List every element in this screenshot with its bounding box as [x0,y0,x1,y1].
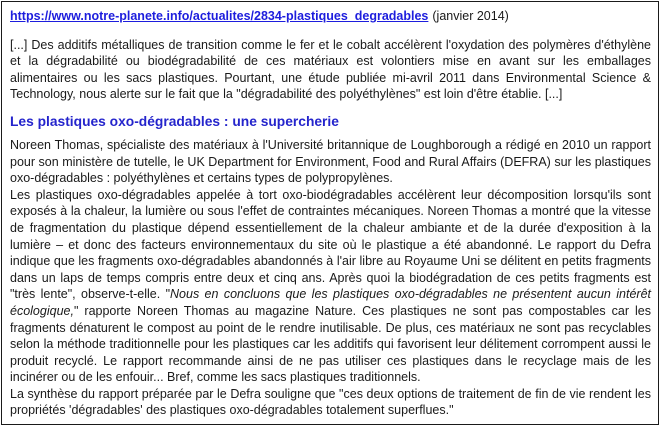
italic-quote-text: Nous en concluons que les plastiques oxo-dégradables ne présentent aucun intérêt écologique, [10,287,651,318]
body-paragraph-2 [10,187,651,386]
source-link[interactable]: https://www.notre-planete.info/actualites/2834-plastiques_degradables [10,9,429,23]
body-paragraph-3: La synthèse du rapport préparée par le Defra souligne que "ces deux options de traitement de fin de vie rendent les propriétés 'dégradables' des plastiques oxo-dégradables totalement superflues." [10,386,651,418]
section-heading: Les plastiques oxo-dégradables : une supercherie [10,113,339,129]
source-line [10,8,651,25]
article-box [1,1,659,425]
intro-paragraph: [...] Des additifs métalliques de transition comme le fer et le cobalt accélèrent l'oxydation des polymères d'éthylène et la dégradabilité ou biodégradabilité de ces matériaux est volontiers mise en avant sur les emballages alimentaires ou les sacs plastiques. Pourtant, une étude publiée mi-avril 2011 dans Environmental Science & Technology, nous alerte sur le fait que la "dégradabilité des polyéthylènes" est loin d'être établie. [...] [10,37,651,102]
quote-follow-text: " rapporte Noreen Thomas au magazine Nature. Ces plastiques ne sont pas compostables car les fragments dénaturent le compost au point de le rendre inutilisable. De plus, ces matériaux ne sont pas recyclables selon la méthode traditionnelle pour les plastiques car les additifs qui favorisent leur délitement corrompent aussi le produit recyclé. Le rapport recommande ainsi de ne pas utiliser ces plastiques dans le recyclage mais de les incinérer ou de les enfouir... Bref, comme les sacs plastiques traditionnels. [10,303,651,385]
body-paragraph-1: Noreen Thomas, spécialiste des matériaux à l'Université britannique de Loughborough a rédigé en 2010 un rapport pour son ministère de tutelle, le UK Department for Environment, Food and Rural Affairs (DEFRA) sur les plastiques oxo-dégradables : polyéthylènes et certains types de polypropylènes. [10,137,651,186]
source-date: (janvier 2014) [432,9,509,23]
quote-lead-text: Les plastiques oxo-dégradables appelée à tort oxo-biodégradables accélèrent leur décomposition lorsqu'ils sont exposés à la chaleur, la lumière ou sous l'effet de contraintes mécaniques. Noreen Thomas a montré que la vitesse de fragmentation du plastique dépend essentiellement de la chaleur ambiante et de la durée d'exposition à la lumière – et donc des facteurs environnementaux du site où le plastique a été abandonné. Le rapport du Defra indique que les fragments oxo-dégradables abandonnés à l'air libre au Royaume Uni se délitent en petits fragments dans un laps de temps compris entre deux et cinq ans. Après quoi la biodégradation de ces petits fragments est "très lente", observe-t-elle. " [10,187,651,302]
